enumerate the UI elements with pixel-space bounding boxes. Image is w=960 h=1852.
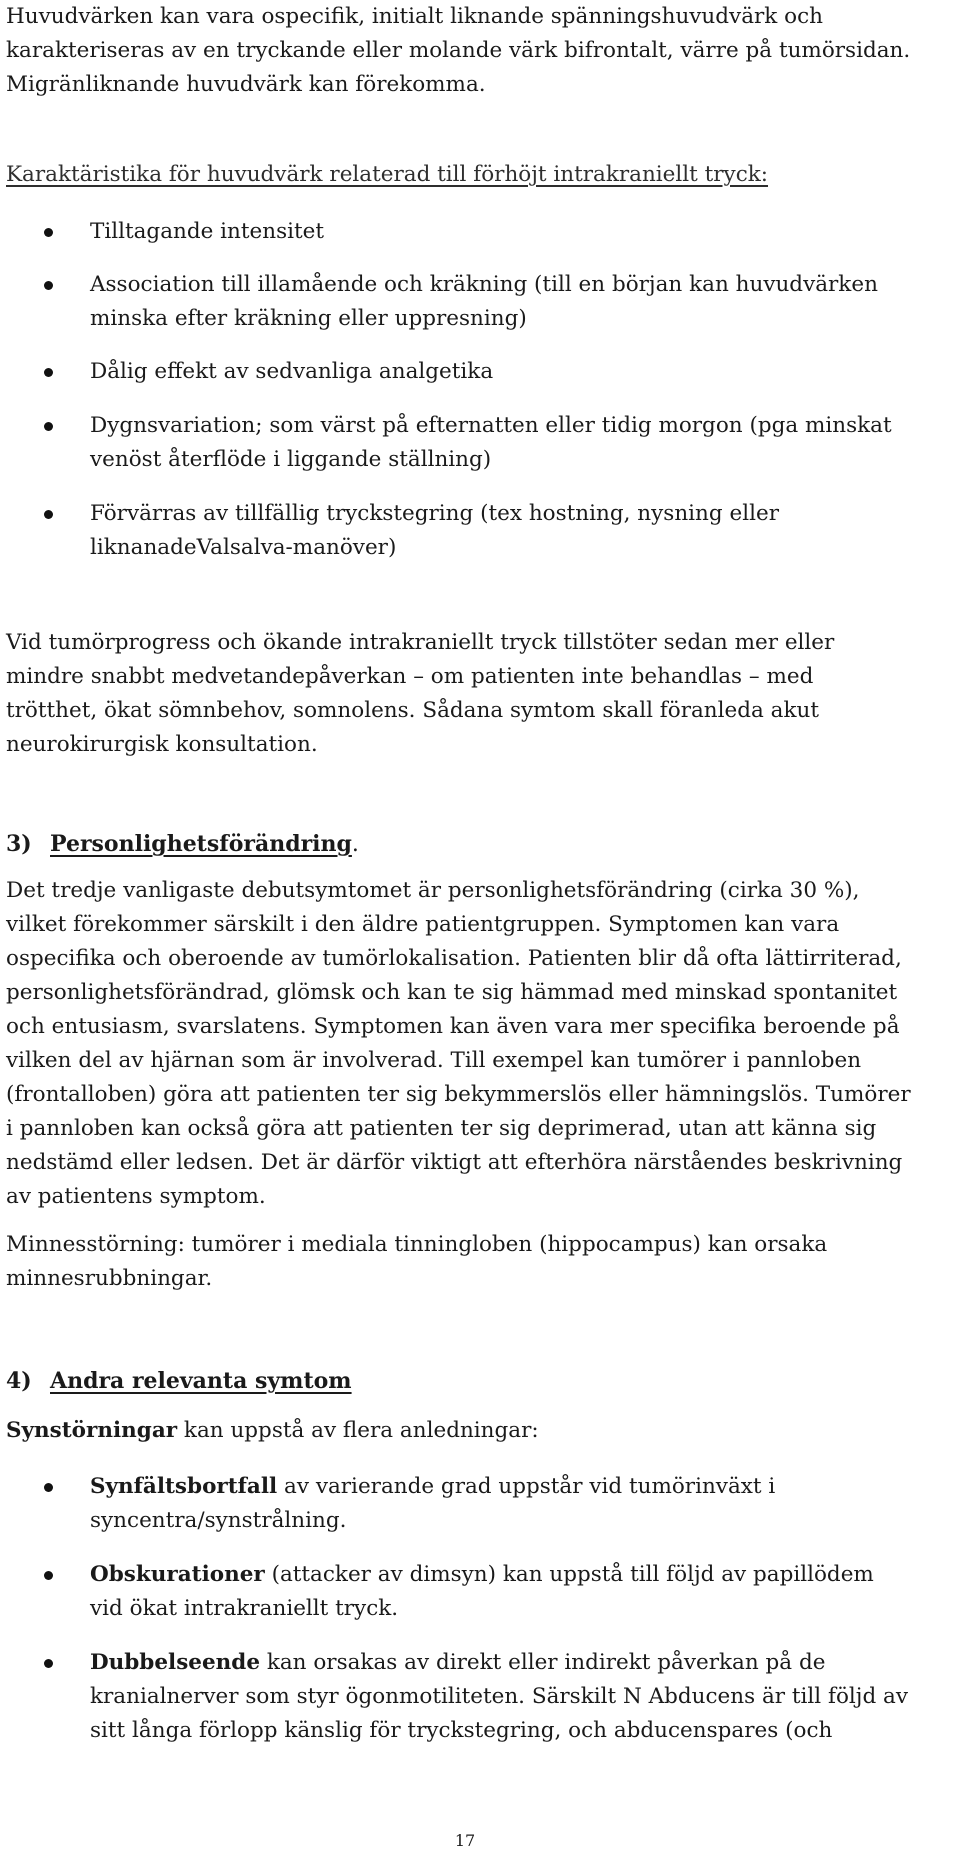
section-4-heading [6, 1364, 352, 1398]
section-title-suffix: . [351, 832, 359, 857]
text-line: Vid tumörprogress och ökande intrakraniellt tryck tillstöter sedan mer eller [6, 630, 835, 655]
characteristics-heading [6, 158, 936, 192]
text-line: Det tredje vanligaste debutsymtomet är personlighetsförändring (cirka 30 %), [6, 878, 860, 903]
section-number: 4) [6, 1368, 32, 1394]
text-line: venöst återflöde i liggande ställning) [90, 447, 492, 472]
text-line: personlighetsförändrad, glömsk och kan te sig hämmad med minskad spontanitet [6, 980, 898, 1005]
text-line: vilken del av hjärnan som är involverad. Till exempel kan tumörer i pannloben [6, 1048, 862, 1073]
bullet-icon [44, 1571, 53, 1580]
text-line: minnesrubbningar. [6, 1266, 213, 1291]
text-line: Dygnsvariation; som värst på efternatten eller tidig morgon (pga minskat [90, 413, 892, 438]
list-item-text [90, 1470, 950, 1538]
text-line: av patientens symptom. [6, 1184, 266, 1209]
personality-paragraph [6, 874, 936, 1214]
vision-intro-rest: kan uppstå av flera anledningar: [177, 1418, 539, 1443]
text-line: karakteriseras av en tryckande eller molande värk bifrontalt, värre på tumörsidan. [6, 38, 911, 63]
text-line: liknanadeValsalva-manöver) [90, 535, 397, 560]
text-line: nedstämd eller ledsen. Det är därför viktigt att efterhöra närståendes beskrivning [6, 1150, 903, 1175]
text-line: (frontalloben) göra att patienten ter sig bekymmerslös eller hämningslös. Tumörer [6, 1082, 911, 1107]
bullet-icon [44, 1483, 53, 1492]
characteristics-heading-text: Karaktäristika för huvudvärk relaterad till förhöjt intrakraniellt tryck: [6, 162, 769, 187]
memory-paragraph [6, 1228, 936, 1296]
text-line: syncentra/synstrålning. [90, 1508, 347, 1533]
list-item-term: Dubbelseende [90, 1650, 260, 1675]
text-line: Förvärras av tillfällig tryckstegring (tex hostning, nysning eller [90, 501, 779, 526]
text-line: Migränliknande huvudvärk kan förekomma. [6, 72, 486, 97]
bullet-icon [44, 1659, 53, 1668]
list-item-text [90, 497, 950, 565]
text-line: ospecifika och oberoende av tumörlokalisation. Patienten blir då ofta lättirriterad, [6, 946, 902, 971]
bullet-icon [44, 368, 53, 377]
list-item-text [90, 1558, 950, 1626]
list-item-text [90, 1646, 950, 1748]
section-number: 3) [6, 831, 32, 857]
list-item-text: Dålig effekt av sedvanliga analgetika [90, 359, 494, 384]
intro-paragraph [6, 0, 936, 102]
text-line: Association till illamående och kräkning (till en början kan huvudvärken [90, 272, 878, 297]
page-number: 17 [454, 1831, 476, 1850]
section-3-heading [6, 827, 359, 862]
text-line: neurokirurgisk konsultation. [6, 732, 318, 757]
list-item-text [90, 409, 950, 477]
bullet-icon [44, 228, 53, 237]
section-title: Andra relevanta symtom [50, 1368, 352, 1394]
text-line: och entusiasm, svarslatens. Symptomen kan även vara mer specifika beroende på [6, 1014, 900, 1039]
text-line: vid ökat intrakraniellt tryck. [90, 1596, 399, 1621]
text-line: vilket förekommer särskilt i den äldre patientgruppen. Symptomen kan vara [6, 912, 840, 937]
text-line: Huvudvärken kan vara ospecifik, initialt liknande spänningshuvudvärk och [6, 4, 823, 29]
bullet-icon [44, 510, 53, 519]
text-line: trötthet, ökat sömnbehov, somnolens. Sådana symtom skall föranleda akut [6, 698, 820, 723]
text-line: minska efter kräkning eller uppresning) [90, 306, 527, 331]
section-title: Personlighetsförändring [50, 831, 352, 857]
list-item-rest: av varierande grad uppstår vid tumörinväxt i [277, 1474, 776, 1499]
bullet-icon [44, 422, 53, 431]
list-item-text [90, 268, 950, 336]
text-line: kranialnerver som styr ögonmotiliteten. Särskilt N Abducens är till följd av [90, 1684, 909, 1709]
list-item-rest: kan orsakas av direkt eller indirekt påverkan på de [260, 1650, 826, 1675]
vision-intro-bold: Synstörningar [6, 1418, 178, 1443]
progress-paragraph [6, 626, 936, 762]
bullet-icon [44, 281, 53, 290]
list-item-term: Obskurationer [90, 1562, 265, 1587]
list-item-term: Synfältsbortfall [90, 1474, 278, 1499]
text-line: sitt långa förlopp känslig för tryckstegring, och abducenspares (och [90, 1718, 833, 1743]
text-line: mindre snabbt medvetandepåverkan – om patienten inte behandlas – med [6, 664, 814, 689]
text-line: i pannloben kan också göra att patienten ter sig deprimerad, utan att känna sig [6, 1116, 877, 1141]
list-item-rest: (attacker av dimsyn) kan uppstå till följd av papillödem [264, 1562, 874, 1587]
vision-intro [6, 1414, 936, 1448]
text-line: Minnesstörning: tumörer i mediala tinningloben (hippocampus) kan orsaka [6, 1232, 828, 1257]
list-item-text: Tilltagande intensitet [90, 219, 325, 244]
